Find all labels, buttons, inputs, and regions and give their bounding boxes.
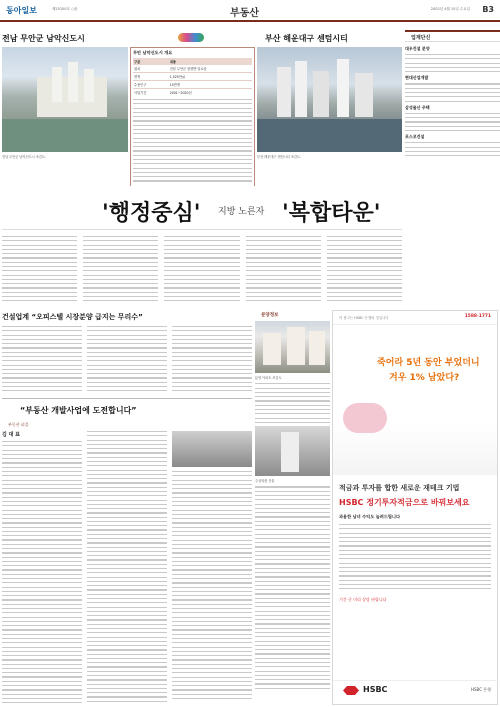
hsbc-ad[interactable] — [332, 310, 498, 705]
sidebar-title: 업계단신 — [411, 35, 431, 41]
table-cell-value: 2001~2020년 — [169, 91, 192, 95]
issue-date: 2002년 4월 10일 수요일 — [430, 7, 470, 11]
table-cell-label: 위치 — [134, 67, 141, 71]
photo-top-right — [257, 47, 402, 152]
table-cell-label: 수용인구 — [134, 83, 147, 87]
headline-top-right: 부산 해운대구 센텀시티 — [265, 34, 348, 43]
article-top-center — [130, 31, 255, 186]
article-bottom-left-b — [2, 398, 252, 705]
ad-brand: HSBC — [363, 685, 388, 694]
sidebar — [405, 30, 500, 240]
info-table — [130, 47, 255, 186]
headline-part-1: '행정중심' — [102, 200, 201, 226]
table-cell-label: 면적 — [134, 75, 141, 79]
photo-apartment — [255, 321, 330, 373]
table-title: 무안 남악신도시 개요 — [133, 50, 173, 55]
ad-note: 이 광고는 HSBC 은행의 것입니다 — [339, 316, 389, 320]
hsbc-logo-icon — [343, 686, 359, 695]
headline-top-left: 전남 무안군 남악신도시 — [2, 34, 85, 43]
headline-connector: 지방 노른자 — [218, 207, 265, 217]
ad-slogan-1: 죽어라 5년 동안 부었더니 — [377, 358, 480, 368]
table-cell-value: 전남 무안군 삼향면·일로읍 — [169, 67, 207, 71]
table-header-0: 구분 — [134, 60, 141, 64]
sidebar-item: 포스코건설 — [405, 134, 425, 140]
ad-phone: 1588-1771 — [464, 314, 491, 319]
caption-top-right: 부산 해운대구 센텀시티 조감도. — [257, 155, 302, 159]
headline-part-2: '복합타운' — [282, 200, 381, 226]
sidebar-item: 현대산업개발 — [405, 75, 429, 81]
page-number: B3 — [482, 5, 494, 14]
body-text-columns — [2, 236, 402, 308]
article-top-left — [2, 31, 128, 171]
issue-number: 제25100호 ○판 — [52, 7, 78, 11]
sidebar-item: 대우건설 분양 — [405, 46, 430, 51]
article-bottom-left-a — [2, 310, 252, 395]
sidebar-item: 삼성물산 주택 — [405, 104, 430, 110]
ad-tagline: 적금과 투자를 합한 새로운 재테크 기법 — [339, 484, 460, 492]
ad-footer: 기간 중 미리 상담 바랍니다 — [339, 596, 387, 602]
brand-badge — [178, 33, 204, 42]
ad-bank-name: HSBC 은행 — [470, 687, 491, 692]
ad-slogan-2: 겨우 1% 남았다? — [389, 373, 460, 383]
piggy-bank-icon — [343, 403, 387, 433]
section-label-row — [255, 310, 330, 321]
byline-label: 부동산 피플 — [8, 422, 29, 427]
table-cell-value: 15만명 — [169, 83, 180, 87]
section-label: 분양정보 — [261, 313, 279, 318]
sidebar-header — [405, 30, 500, 42]
article-top-right — [257, 31, 402, 171]
main-headline — [2, 186, 402, 230]
masthead — [0, 0, 500, 22]
article-bottom-center — [255, 310, 330, 705]
newspaper-logo: 동아일보 — [6, 6, 37, 15]
caption-top-left: 전남 무안군 남악신도시 조감도. — [2, 155, 47, 159]
ad-brand-row — [333, 680, 499, 698]
headline-bottom-left-b: “부동산 개발사업에 도전합니다” — [20, 406, 137, 415]
byline — [2, 422, 252, 428]
ad-top-strip — [333, 311, 497, 325]
photo-building — [255, 426, 330, 476]
photo-caption-b: 주상복합 건물 — [255, 479, 275, 484]
person-photo — [172, 431, 252, 467]
photo-top-left — [2, 47, 128, 152]
ad-benefit-title: 과용한 남녀 수익도 늘려드립니다 — [339, 514, 401, 519]
ad-product: HSBC 정기투자적금으로 바꿔보세요 — [339, 498, 470, 507]
person-name: 김 대 표 — [2, 432, 20, 438]
photo-caption-a: 분양 아파트 조감도 — [255, 376, 282, 380]
ad-visual — [333, 325, 497, 475]
table-cell-label: 사업기간 — [134, 91, 147, 95]
headline-bottom-left-a: 건설업계 “오피스텔 시장분양 급지는 무리수” — [2, 313, 143, 321]
table-body — [133, 65, 252, 96]
table-cell-value: 1,525만㎡ — [169, 75, 186, 79]
table-header-1: 내용 — [169, 60, 177, 64]
section-title: 부동산 — [230, 8, 259, 19]
